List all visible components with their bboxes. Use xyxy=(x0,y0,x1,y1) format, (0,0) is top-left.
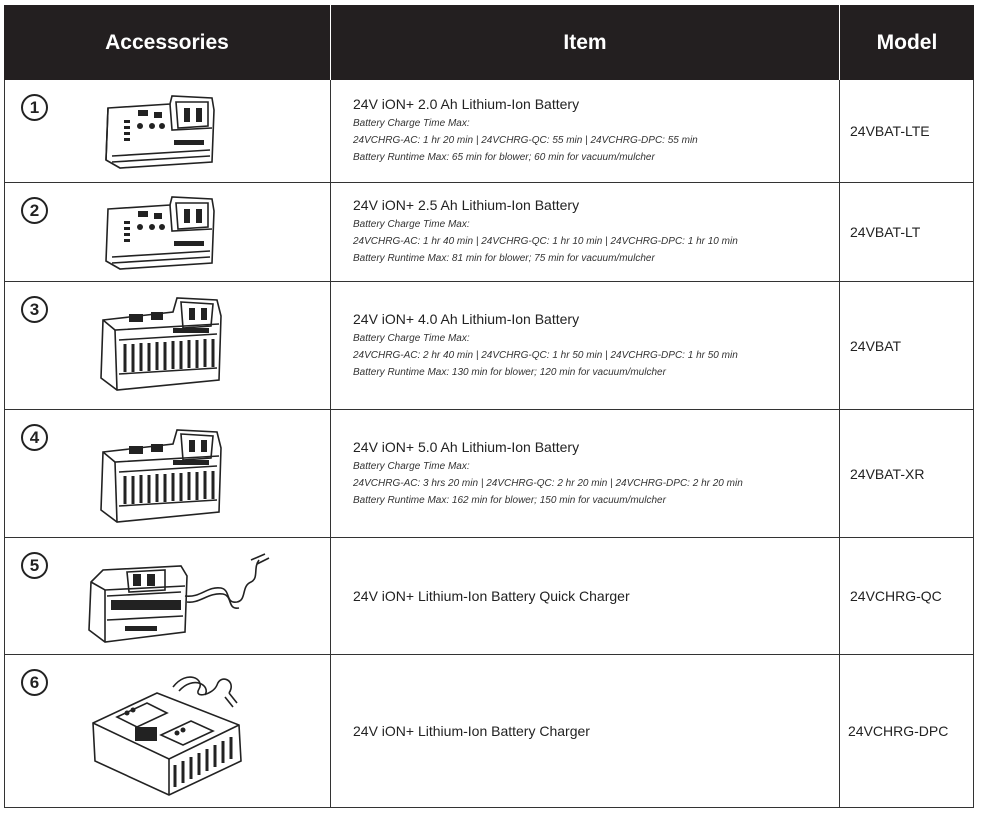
item-title: 24V iON+ Lithium-Ion Battery Charger xyxy=(353,723,590,739)
charge-times: 24VCHRG-AC: 2 hr 40 min | 24VCHRG-QC: 1 hr 50 min | 24VCHRG-DPC: 1 hr 50 min xyxy=(353,349,738,361)
item-title: 24V iON+ 2.0 Ah Lithium-Ion Battery xyxy=(353,96,580,112)
accessory-cell xyxy=(5,80,331,182)
model-number: 24VBAT-LTE xyxy=(850,123,930,139)
item-number: 3 xyxy=(21,296,48,323)
item-cell xyxy=(331,410,840,537)
quick-charger-icon xyxy=(81,546,271,646)
item-cell xyxy=(331,655,840,807)
table-row xyxy=(4,538,974,655)
charge-time-label: Battery Charge Time Max: xyxy=(353,219,470,230)
item-title: 24V iON+ Lithium-Ion Battery Quick Charger xyxy=(353,588,630,604)
item-title: 24V iON+ 4.0 Ah Lithium-Ion Battery xyxy=(353,310,580,327)
battery-2-5ah-icon xyxy=(100,191,220,275)
item-number: 6 xyxy=(21,669,48,696)
table-row xyxy=(4,282,974,410)
model-cell xyxy=(840,80,974,182)
accessory-cell xyxy=(5,183,331,281)
accessories-table xyxy=(4,5,974,808)
charge-times: 24VCHRG-AC: 3 hrs 20 min | 24VCHRG-QC: 2 hr 20 min | 24VCHRG-DPC: 2 hr 20 min xyxy=(353,477,743,489)
header-model: Model xyxy=(840,5,974,80)
accessory-cell xyxy=(5,655,331,807)
model-number: 24VCHRG-DPC xyxy=(848,723,949,739)
model-number: 24VBAT-XR xyxy=(850,465,925,482)
item-number: 2 xyxy=(21,197,48,224)
item-title: 24V iON+ 2.5 Ah Lithium-Ion Battery xyxy=(353,197,580,213)
charge-times: 24VCHRG-AC: 1 hr 20 min | 24VCHRG-QC: 55 min | 24VCHRG-DPC: 55 min xyxy=(353,135,698,146)
runtime: Battery Runtime Max: 130 min for blower; 120 min for vacuum/mulcher xyxy=(353,366,666,378)
runtime: Battery Runtime Max: 81 min for blower; 75 min for vacuum/mulcher xyxy=(353,253,655,264)
model-cell xyxy=(840,183,974,281)
model-number: 24VCHRG-QC xyxy=(850,588,942,604)
runtime: Battery Runtime Max: 65 min for blower; 60 min for vacuum/mulcher xyxy=(353,152,655,163)
runtime: Battery Runtime Max: 162 min for blower; 150 min for vacuum/mulcher xyxy=(353,494,666,506)
item-cell xyxy=(331,538,840,654)
header-accessories: Accessories xyxy=(4,5,330,80)
accessory-cell xyxy=(5,410,331,537)
dual-port-charger-icon xyxy=(87,665,247,799)
accessory-cell xyxy=(5,538,331,654)
item-cell xyxy=(331,183,840,281)
model-cell xyxy=(840,655,974,807)
charge-times: 24VCHRG-AC: 1 hr 40 min | 24VCHRG-QC: 1 hr 10 min | 24VCHRG-DPC: 1 hr 10 min xyxy=(353,236,738,247)
header-item: Item xyxy=(331,5,839,80)
item-cell xyxy=(331,282,840,409)
item-title: 24V iON+ 5.0 Ah Lithium-Ion Battery xyxy=(353,438,580,455)
charge-time-label: Battery Charge Time Max: xyxy=(353,332,470,344)
charge-time-label: Battery Charge Time Max: xyxy=(353,460,470,472)
battery-4ah-icon xyxy=(93,290,227,400)
item-cell xyxy=(331,80,840,182)
model-number: 24VBAT-LT xyxy=(850,224,921,240)
battery-2ah-icon xyxy=(100,90,220,174)
table-row xyxy=(4,410,974,538)
item-number: 4 xyxy=(21,424,48,451)
model-cell xyxy=(840,410,974,537)
model-cell xyxy=(840,282,974,409)
model-cell xyxy=(840,538,974,654)
battery-5ah-icon xyxy=(93,422,227,532)
model-number: 24VBAT xyxy=(850,337,902,354)
item-number: 1 xyxy=(21,94,48,121)
table-row xyxy=(4,183,974,282)
item-number: 5 xyxy=(21,552,48,579)
accessory-cell xyxy=(5,282,331,409)
table-row xyxy=(4,655,974,808)
table-row xyxy=(4,80,974,183)
charge-time-label: Battery Charge Time Max: xyxy=(353,118,470,129)
